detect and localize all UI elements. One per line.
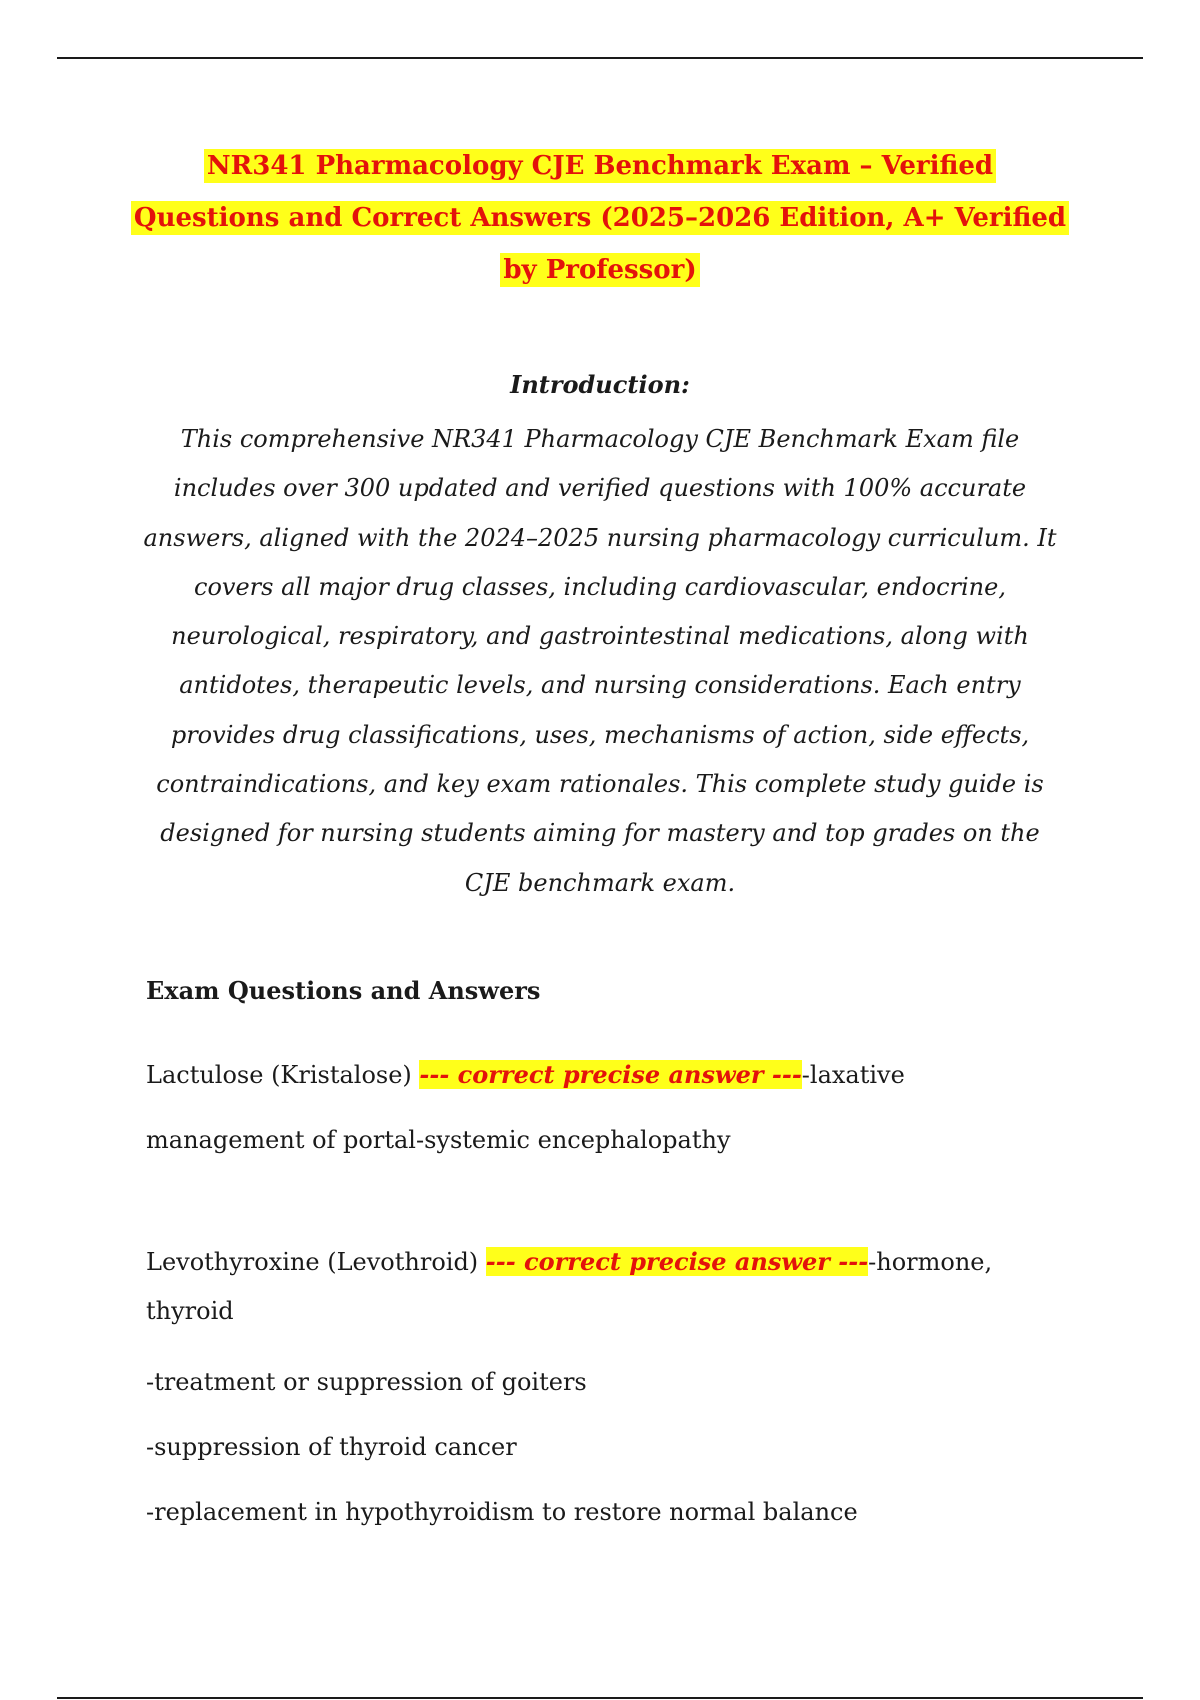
- qa-answer-line: -treatment or suppression of goiters: [146, 1368, 587, 1396]
- document-title: [130, 140, 1070, 296]
- qa-entry-levothyroxine: [146, 1237, 1106, 1336]
- qa-answer-start: -hormone,: [868, 1248, 993, 1276]
- intro-heading: Introduction:: [510, 370, 690, 399]
- qa-answer-start: -laxative: [801, 1061, 905, 1089]
- qa-question: Levothyroxine (Levothroid): [146, 1248, 486, 1276]
- section-heading: Exam Questions and Answers: [146, 976, 541, 1005]
- qa-question: Lactulose (Kristalose): [146, 1061, 420, 1089]
- qa-answer-line: management of portal-systemic encephalopathy: [146, 1126, 731, 1154]
- qa-answer-line: thyroid: [146, 1297, 234, 1325]
- footer-rule: [57, 1697, 1143, 1699]
- qa-entry-lactulose: [146, 1042, 1106, 1173]
- qa-answer-line: -replacement in hypothyroidism to restore normal balance: [146, 1498, 858, 1526]
- intro-paragraph: This comprehensive NR341 Pharmacology CJE Benchmark Exam file includes over 300 updated and verified questions with 100% accurate answers, aligned with the 2024–2025 nursing pharmacology curriculum. It covers all major drug classes, including cardiovascular, endocrine, neurological, respiratory, and gastrointestinal medications, along with antidotes, therapeutic levels, and nursing considerations. Each entry provides drug classifications, uses, mechanisms of action, side effects, contraindications, and key exam rationales. This complete study guide is designed for nursing students aiming for mastery and top grades on the CJE benchmark exam.: [143, 425, 1057, 897]
- document-title-text: NR341 Pharmacology CJE Benchmark Exam – Verified Questions and Correct Answers (2025–2026 Edition, A+ Verified by Professor): [131, 149, 1069, 287]
- qa-entry-levothyroxine-details: [146, 1350, 1106, 1545]
- header-rule: [57, 57, 1143, 59]
- qa-question-line: [146, 1237, 1106, 1287]
- answer-marker: --- correct precise answer ---: [419, 1060, 802, 1089]
- qa-answer-line: -suppression of thyroid cancer: [146, 1433, 517, 1461]
- answer-marker: --- correct precise answer ---: [485, 1247, 869, 1276]
- qa-question-line: [146, 1042, 1106, 1108]
